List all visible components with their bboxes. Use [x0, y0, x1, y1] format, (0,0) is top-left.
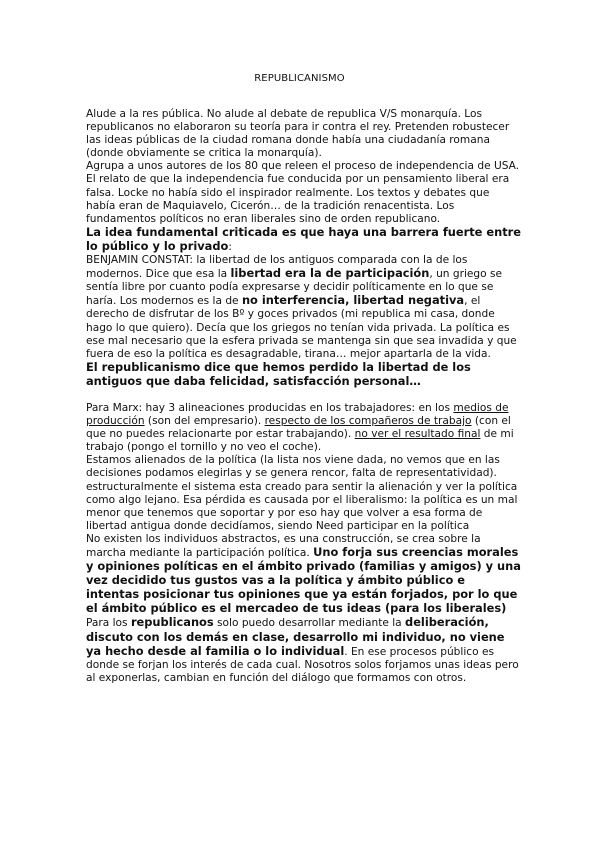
text-run: , el derecho de disfrutar de los Bº y goces privados (mi republica mi casa, donde hago lo que quiero). Decía que los griegos no tenían vida privada. La política es ese mal necesario que la esfera privada se mantenga sin que sea invadida y que fuera de eso la política es desagradable, tirana… mejor apartarla de la vida. [86, 295, 517, 360]
text-run: No existen los individuos abstractos, es una construcción, se crea sobre la marcha mediante la participación política. [86, 532, 481, 559]
paragraph [86, 533, 522, 617]
text-run: Agrupa a unos autores de los 80 que releen el proceso de independencia de USA. El relato de que la independencia fue conducida por un pensamiento liberal era falsa. Locke no había sido el inspirador realmente. Los textos y debates que había eran de Maquiavelo, Cicerón… de la tradición renacentista. Los fundamentos políticos no eran liberales sino de orden republicano. [86, 160, 520, 225]
text-run: Para los [86, 617, 131, 630]
paragraph [86, 454, 522, 533]
text-run: de mi trabajo (pongo el tornillo y no veo el coche). [86, 428, 514, 454]
underlined-text: medios de producción [86, 401, 509, 428]
text-run: Estamos alienados de la política (la lista nos viene dada, no vemos que en las decisiones podamos elegirlas y se genera rencor, falta de representatividad). estructuralmente el sistema esta creado para sentir la alienación y ver la política como algo lejano. Esa pérdida es causada por el liberalismo: la política es un mal menor que tenemos que soportar y por eso hay que volver a esa forma de libertad antigua donde decidíamos, siendo Need participar en la política [86, 454, 518, 532]
text-run: Para Marx: hay 3 alineaciones producidas en los trabajadores: en los [86, 401, 454, 414]
bold-text: deliberación, discuto con los demás en clase, desarrollo mi individuo, no viene ya hecho desde al familia o lo individual [86, 615, 505, 658]
bold-text: La idea fundamental criticada es que haya una barrera fuerte entre lo público y lo privado [86, 224, 521, 253]
bold-text: Uno forja sus creencias morales y opiniones políticas en el ámbito privado (familias y amigos) y una vez decidido tus gustos vas a la política y ámbito público e intentas posicionar tus opiniones que ya están forjados, por lo que el ámbito público es el mercadeo de tus ideas (para los liberales) [86, 545, 521, 616]
paragraph [86, 402, 522, 454]
document-title: REPUBLICANISMO [254, 73, 345, 84]
bold-text: no interferencia, libertad negativa [241, 293, 465, 308]
paragraph [86, 254, 522, 361]
underlined-text: no ver el resultado final [354, 428, 481, 441]
bold-text: republicanos [130, 615, 214, 630]
paragraph-spacer [86, 389, 522, 402]
text-run: . En ese procesos público es donde se forjan los interés de cada cual. Nosotros solos forjamos unas ideas pero al exponerlas, cambian en función del diálogo que formamos con otros. [86, 645, 519, 684]
underlined-text: respecto de los compañeros de trabajo [264, 415, 472, 428]
paragraph [86, 361, 522, 389]
document-body [86, 108, 522, 685]
text-run: (con el que no puedes relacionarte por estar trabajando). [86, 415, 511, 441]
paragraph [86, 160, 522, 225]
text-run: , un griego se sentía libre por cuanto podía expresarse y decidir políticamente en lo que se haría. Los modernos es la de [86, 268, 503, 308]
text-run: (son del empresario). [144, 415, 265, 428]
bold-text: El republicanismo dice que hemos perdido la libertad de los antiguos que daba felicidad, satisfacción personal… [86, 359, 471, 388]
text-run: BENJAMIN CONSTAT: la libertad de los antiguos comparada con la de los modernos. Dice que esa la [86, 254, 468, 281]
paragraph [86, 226, 522, 254]
text-run: solo puedo desarrollar mediante la [213, 617, 406, 630]
paragraph [86, 616, 522, 684]
bold-text: libertad era la de participación [230, 266, 430, 281]
text-run: : [228, 240, 232, 253]
text-run: Alude a la res pública. No alude al debate de republica V/S monarquía. Los republicanos no elaboraron su teoría para ir contra el rey. Pretenden robustecer las ideas públicas de la ciudad romana donde había una ciudadanía romana (donde obviamente se critica la monarquía). [86, 108, 510, 160]
paragraph [86, 108, 522, 160]
